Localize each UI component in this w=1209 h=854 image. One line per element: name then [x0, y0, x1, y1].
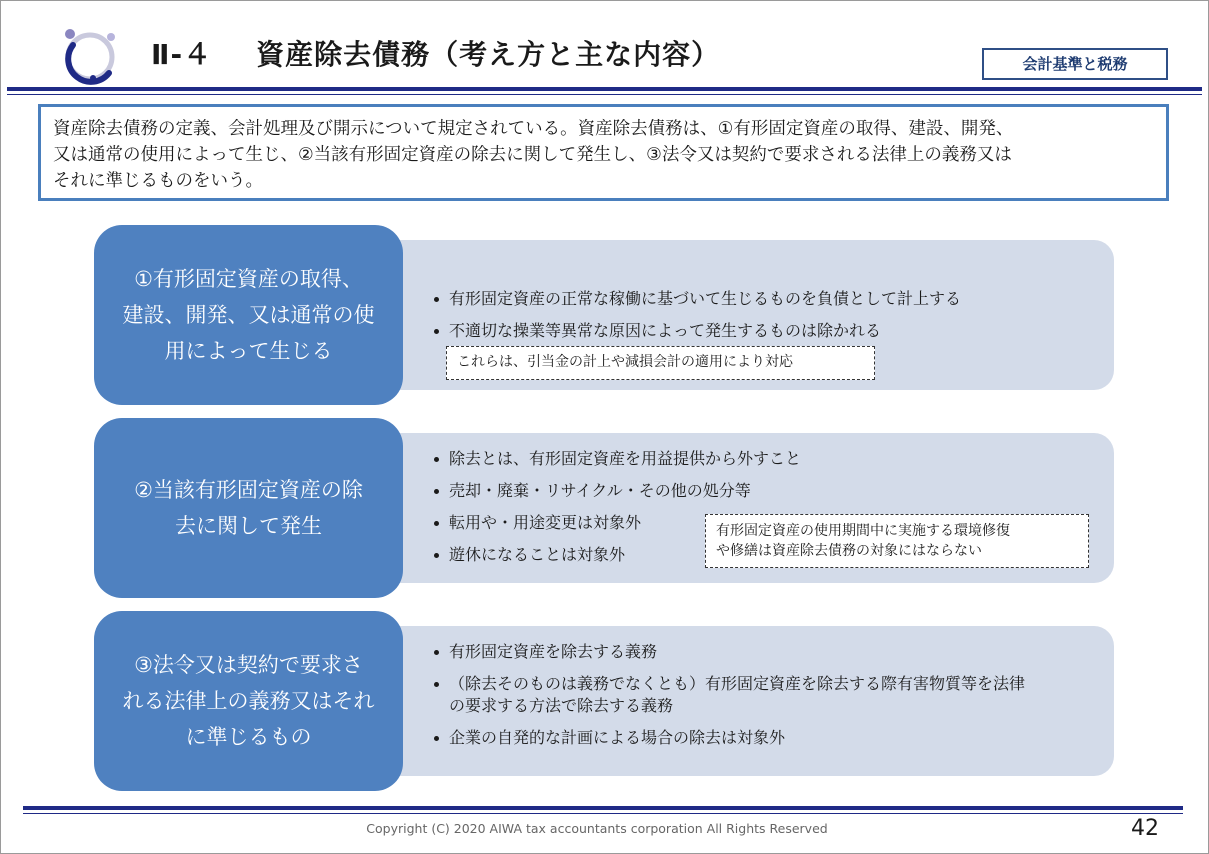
bullet-item: 売却・廃棄・リサイクル・その他の処分等 [432, 480, 801, 502]
bullet-text: （除去そのものは義務でなくとも）有形固定資産を除去する際有害物質等を法律 [449, 674, 1026, 693]
bullet-continuation: の要求する方法で除去する義務 [449, 696, 674, 715]
definition-line: 又は通常の使用によって生じ、②当該有形固定資産の除去に関して発生し、③法令又は契約で要求される法律上の義務又は [53, 145, 1012, 165]
note-line: や修繕は資産除去債務の対象にはならない [716, 543, 982, 559]
heading-line: ②当該有形固定資産の除 [134, 478, 363, 502]
heading-line: 去に関して発生 [174, 514, 322, 538]
page-number: 42 [1131, 816, 1159, 841]
bullet-item: 除去とは、有形固定資産を用益提供から外すこと [432, 448, 801, 470]
note-line: 有形固定資産の使用期間中に実施する環境修復 [716, 523, 1010, 539]
section-3-heading [94, 611, 403, 791]
heading-line: ①有形固定資産の取得、 [134, 267, 363, 291]
copyright-text: Copyright (C) 2020 AIWA tax accountants corporation All Rights Reserved [366, 821, 828, 836]
section-1 [94, 225, 1114, 405]
definition-line: 資産除去債務の定義、会計処理及び開示について規定されている。資産除去債務は、①有形固定資産の取得、建設、開発、 [53, 119, 1014, 139]
heading-line: れる法律上の義務又はそれ [122, 689, 375, 713]
section-2-heading [94, 418, 403, 598]
footer-rule [23, 806, 1183, 810]
bullet-item [432, 673, 1025, 717]
title-text: 資産除去債務（考え方と主な内容） [256, 38, 721, 71]
company-logo-icon [57, 21, 121, 85]
bullet-item: 不適切な操業等異常な原因によって発生するものは除かれる [432, 320, 961, 342]
note-line: これらは、引当金の計上や減損会計の適用により対応 [457, 354, 793, 370]
footer-rule-thin [23, 813, 1183, 814]
bullet-item: 遊休になることは対象外 [432, 544, 801, 566]
bullet-item: 有形固定資産の正常な稼働に基づいて生じるものを負債として計上する [432, 288, 961, 310]
definition-box [38, 104, 1169, 201]
heading-line: ③法令又は契約で要求さ [134, 653, 363, 677]
header-rule-thin [7, 94, 1202, 95]
heading-line: 建設、開発、又は通常の使 [122, 303, 375, 327]
header-rule [7, 87, 1202, 91]
definition-line: それに準じるものをいう。 [53, 171, 263, 191]
section-2-note [705, 514, 1089, 568]
section-1-note [446, 346, 875, 380]
section-1-heading [94, 225, 403, 405]
section-2 [94, 418, 1114, 598]
category-tag: 会計基準と税務 [982, 48, 1168, 80]
page-title [151, 33, 720, 73]
section-number: Ⅱ-４ [151, 38, 213, 71]
bullet-item: 有形固定資産を除去する義務 [432, 641, 1025, 663]
heading-line: 用によって生じる [164, 339, 333, 363]
section-3-bullets [432, 641, 1025, 749]
section-3 [94, 611, 1114, 791]
bullet-item: 転用や・用途変更は対象外 [432, 512, 801, 534]
section-1-bullets [432, 288, 961, 342]
heading-line: に準じるもの [185, 725, 312, 749]
bullet-item: 企業の自発的な計画による場合の除去は対象外 [432, 727, 1025, 749]
